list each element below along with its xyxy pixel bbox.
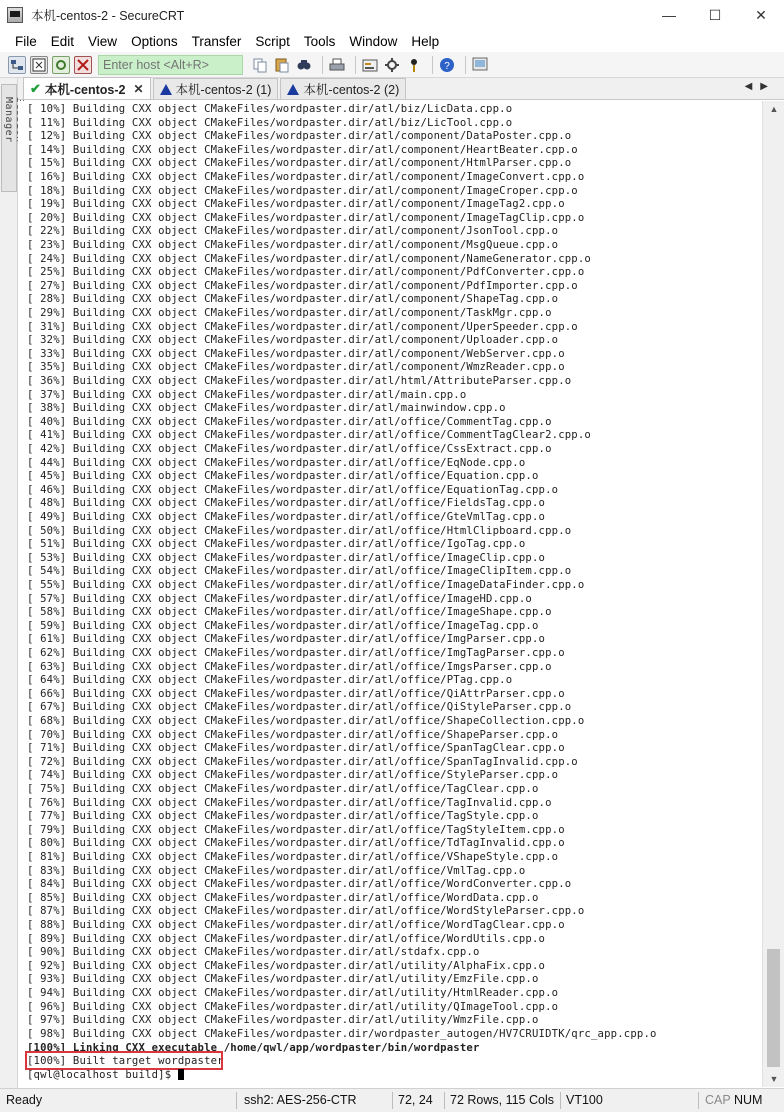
find-icon[interactable] [295, 56, 313, 74]
terminal-line: [ 58%] Building CXX object CMakeFiles/wordpaster.dir/atl/office/ImageShape.cpp.o [27, 606, 552, 619]
terminal-line: [ 85%] Building CXX object CMakeFiles/wordpaster.dir/atl/office/WordData.cpp.o [27, 891, 539, 904]
global-options-icon[interactable] [383, 56, 401, 74]
scroll-down-arrow-icon[interactable]: ▼ [769, 1074, 779, 1084]
terminal-line: [ 42%] Building CXX object CMakeFiles/wordpaster.dir/atl/office/CssExtract.cpp.o [27, 443, 552, 455]
menu-help[interactable]: Help [411, 33, 440, 49]
terminal-line: [ 80%] Building CXX object CMakeFiles/wordpaster.dir/atl/office/TdTagInvalid.cpp.o [27, 837, 565, 850]
terminal-line: [ 19%] Building CXX object CMakeFiles/wordpaster.dir/atl/component/ImageTag2.cpp.o [27, 198, 565, 211]
terminal-line: [ 67%] Building CXX object CMakeFiles/wordpaster.dir/atl/office/QiStyleParser.cpp.o [27, 701, 572, 714]
toolbar-separator [355, 56, 356, 74]
terminal-line: [ 29%] Building CXX object CMakeFiles/wordpaster.dir/atl/component/TaskMgr.cpp.o [27, 307, 552, 319]
keymap-icon[interactable] [405, 56, 423, 74]
status-num-lock: NUM [734, 1093, 763, 1107]
terminal-line: [ 75%] Building CXX object CMakeFiles/wordpaster.dir/atl/office/TagClear.cpp.o [27, 783, 539, 795]
scroll-up-arrow-icon[interactable]: ▲ [769, 104, 779, 114]
terminal-line: [ 63%] Building CXX object CMakeFiles/wordpaster.dir/atl/office/ImgsParser.cpp.o [27, 660, 552, 673]
status-cipher: ssh2: AES-256-CTR [244, 1093, 357, 1107]
tab-scroll-arrows[interactable] [745, 81, 776, 92]
terminal-line: [ 25%] Building CXX object CMakeFiles/wordpaster.dir/atl/component/PdfConverter.cpp.o [27, 266, 585, 279]
menu-bar [0, 30, 784, 52]
print-icon[interactable] [328, 56, 346, 74]
maximize-button[interactable]: ☐ [708, 6, 722, 23]
session-manager-label: Manager [3, 97, 14, 143]
toolbar-separator [322, 56, 323, 74]
terminal-line: [ 12%] Building CXX object CMakeFiles/wordpaster.dir/atl/component/DataPoster.cpp.o [27, 130, 572, 143]
terminal-line: [ 32%] Building CXX object CMakeFiles/wordpaster.dir/atl/component/Uploader.cpp.o [27, 334, 559, 347]
terminal-line: [ 53%] Building CXX object CMakeFiles/wordpaster.dir/atl/office/ImageClip.cpp.o [27, 551, 546, 564]
tab-scroll-left-icon[interactable]: ◀ [744, 81, 761, 92]
screen-icon[interactable] [471, 56, 489, 74]
menu-script[interactable]: Script [255, 33, 290, 49]
terminal-line: [ 89%] Building CXX object CMakeFiles/wordpaster.dir/atl/office/WordUtils.cpp.o [27, 932, 546, 945]
menu-edit[interactable]: Edit [50, 33, 75, 49]
terminal-line: [ 24%] Building CXX object CMakeFiles/wordpaster.dir/atl/component/NameGenerator.cpp.o [27, 252, 591, 265]
terminal-line: [ 15%] Building CXX object CMakeFiles/wordpaster.dir/atl/component/HtmlParser.cpp.o [27, 157, 572, 170]
terminal-line: [ 59%] Building CXX object CMakeFiles/wordpaster.dir/atl/office/ImageTag.cpp.o [27, 619, 539, 632]
terminal-line: [ 40%] Building CXX object CMakeFiles/wordpaster.dir/atl/office/CommentTag.cpp.o [27, 415, 552, 428]
status-emulation: VT100 [566, 1093, 603, 1107]
menu-window[interactable]: Window [349, 33, 398, 49]
status-dimensions: 72 Rows, 115 Cols [450, 1093, 554, 1107]
terminal-line: [ 16%] Building CXX object CMakeFiles/wordpaster.dir/atl/component/ImageConvert.cpp.o [27, 171, 585, 183]
terminal-line: [ 36%] Building CXX object CMakeFiles/wordpaster.dir/atl/html/AttributeParser.cpp.o [27, 375, 572, 387]
terminal-line: [ 28%] Building CXX object CMakeFiles/wordpaster.dir/atl/component/ShapeTag.cpp.o [27, 293, 559, 306]
terminal-line: [ 46%] Building CXX object CMakeFiles/wordpaster.dir/atl/office/EquationTag.cpp.o [27, 483, 559, 496]
menu-tools[interactable]: Tools [303, 33, 336, 49]
connected-check-icon: ✔ [30, 80, 41, 96]
tab-session-2[interactable] [280, 78, 406, 99]
status-divider [560, 1092, 561, 1109]
status-divider [444, 1092, 445, 1109]
terminal-line: [ 68%] Building CXX object CMakeFiles/wordpaster.dir/atl/office/ShapeCollection.cpp.o [27, 715, 585, 727]
terminal-line: [ 97%] Building CXX object CMakeFiles/wordpaster.dir/atl/utility/WmzFile.cpp.o [27, 1014, 539, 1027]
tab-scroll-right-icon[interactable]: ▶ [760, 81, 776, 92]
quick-connect-icon[interactable] [30, 56, 48, 74]
terminal-line: [ 62%] Building CXX object CMakeFiles/wordpaster.dir/atl/office/ImgTagParser.cpp.o [27, 647, 565, 659]
tab-label: 本机-centos-2 (2) [303, 83, 400, 97]
red-highlight-box [25, 1051, 223, 1070]
terminal-line: [ 76%] Building CXX object CMakeFiles/wordpaster.dir/atl/office/TagInvalid.cpp.o [27, 796, 552, 809]
disconnect-icon[interactable] [74, 56, 92, 74]
connect-icon[interactable] [8, 56, 26, 74]
shell-prompt: [qwl@localhost build]$ [27, 1069, 178, 1081]
minimize-button[interactable]: — [662, 7, 676, 23]
svg-text:?: ? [444, 60, 450, 72]
tab-label: 本机-centos-2 (1) [175, 83, 272, 97]
tab-session-active[interactable] [23, 77, 151, 99]
terminal-built-target-line: [100%] Built target wordpaster [27, 1055, 224, 1067]
paste-icon[interactable] [273, 56, 291, 74]
terminal-line: [ 23%] Building CXX object CMakeFiles/wordpaster.dir/atl/component/MsgQueue.cpp.o [27, 239, 559, 251]
terminal-line: [ 70%] Building CXX object CMakeFiles/wordpaster.dir/atl/office/ShapeParser.cpp.o [27, 728, 559, 741]
terminal-line: [ 51%] Building CXX object CMakeFiles/wordpaster.dir/atl/office/IgoTag.cpp.o [27, 538, 526, 551]
terminal-line: [ 50%] Building CXX object CMakeFiles/wordpaster.dir/atl/office/HtmlClipboard.cpp.o [27, 524, 572, 537]
session-tab-bar [18, 78, 784, 100]
title-bar [0, 0, 784, 30]
session-manager-strip [0, 78, 18, 1088]
terminal-line: [ 35%] Building CXX object CMakeFiles/wordpaster.dir/atl/component/WmzReader.cpp.o [27, 361, 565, 374]
terminal-line: [ 64%] Building CXX object CMakeFiles/wordpaster.dir/atl/office/PTag.cpp.o [27, 674, 513, 687]
terminal-line: [ 41%] Building CXX object CMakeFiles/wordpaster.dir/atl/office/CommentTagClear2.cpp.o [27, 429, 591, 442]
status-divider [236, 1092, 237, 1109]
terminal-line: [ 84%] Building CXX object CMakeFiles/wordpaster.dir/atl/office/WordConverter.cpp.o [27, 878, 572, 891]
terminal-line: [ 11%] Building CXX object CMakeFiles/wordpaster.dir/atl/biz/LicTool.cpp.o [27, 116, 513, 129]
terminal-line: [ 96%] Building CXX object CMakeFiles/wordpaster.dir/atl/utility/QImageTool.cpp.o [27, 1000, 559, 1013]
status-divider [698, 1092, 699, 1109]
copy-icon[interactable] [251, 56, 269, 74]
terminal-line: [ 37%] Building CXX object CMakeFiles/wordpaster.dir/atl/main.cpp.o [27, 388, 467, 401]
menu-options[interactable]: Options [131, 33, 178, 49]
terminal-line: [ 10%] Building CXX object CMakeFiles/wordpaster.dir/atl/biz/LicData.cpp.o [27, 103, 513, 115]
terminal-line: [ 98%] Building CXX object CMakeFiles/wordpaster.dir/wordpaster_autogen/HV7CRUIDTK/qrc_app.cpp.o [27, 1027, 657, 1040]
terminal-line: [ 72%] Building CXX object CMakeFiles/wordpaster.dir/atl/office/SpanTagInvalid.cpp.o [27, 755, 578, 768]
status-caps-lock: CAP [705, 1093, 731, 1107]
toolbar-separator [432, 56, 433, 74]
terminal-line: [ 88%] Building CXX object CMakeFiles/wordpaster.dir/atl/office/WordTagClear.cpp.o [27, 919, 565, 931]
terminal-line: [ 38%] Building CXX object CMakeFiles/wordpaster.dir/atl/mainwindow.cpp.o [27, 402, 506, 415]
terminal-line: [ 61%] Building CXX object CMakeFiles/wordpaster.dir/atl/office/ImgParser.cpp.o [27, 633, 546, 646]
terminal-line: [ 90%] Building CXX object CMakeFiles/wordpaster.dir/atl/stdafx.cpp.o [27, 946, 480, 959]
enter-host-input[interactable] [98, 55, 243, 75]
menu-transfer[interactable]: Transfer [191, 33, 242, 49]
menu-file[interactable]: File [15, 33, 37, 49]
help-icon[interactable] [438, 56, 456, 74]
terminal-line: [ 71%] Building CXX object CMakeFiles/wordpaster.dir/atl/office/SpanTagClear.cpp.o [27, 742, 565, 755]
terminal-line: [ 94%] Building CXX object CMakeFiles/wordpaster.dir/atl/utility/HtmlReader.cpp.o [27, 987, 559, 999]
terminal-output[interactable] [18, 101, 762, 1087]
terminal-line: [ 81%] Building CXX object CMakeFiles/wordpaster.dir/atl/office/VShapeStyle.cpp.o [27, 851, 559, 863]
terminal-line: [ 27%] Building CXX object CMakeFiles/wordpaster.dir/atl/component/PdfImporter.cpp.o [27, 279, 578, 292]
terminal-line: [ 22%] Building CXX object CMakeFiles/wordpaster.dir/atl/component/JsonTool.cpp.o [27, 225, 559, 238]
close-window-button[interactable]: ✕ [755, 6, 767, 23]
terminal-line: [ 66%] Building CXX object CMakeFiles/wordpaster.dir/atl/office/QiAttrParser.cpp.o [27, 687, 565, 700]
reconnect-icon[interactable] [52, 56, 70, 74]
window-controls [646, 0, 784, 30]
terminal-line: [ 18%] Building CXX object CMakeFiles/wordpaster.dir/atl/component/ImageCroper.cpp.o [27, 184, 578, 197]
window-title: 本机-centos-2 - SecureCRT [31, 9, 185, 23]
terminal-line: [ 33%] Building CXX object CMakeFiles/wordpaster.dir/atl/component/WebServer.cpp.o [27, 347, 565, 360]
warning-icon [160, 84, 172, 95]
toolbar [0, 52, 784, 78]
toolbar-separator [465, 56, 466, 74]
terminal-line: [ 14%] Building CXX object CMakeFiles/wordpaster.dir/atl/component/HeartBeater.cpp.o [27, 143, 578, 156]
terminal-cursor [178, 1069, 184, 1080]
terminal-line: [ 83%] Building CXX object CMakeFiles/wordpaster.dir/atl/office/VmlTag.cpp.o [27, 864, 526, 877]
securecrt-app-icon [7, 7, 23, 23]
close-tab-icon[interactable]: ✕ [133, 81, 144, 96]
tab-label: 本机-centos-2 [44, 82, 126, 97]
session-manager-tab[interactable] [1, 84, 17, 192]
warning-icon [287, 84, 299, 95]
terminal-line: [ 49%] Building CXX object CMakeFiles/wordpaster.dir/atl/office/GteVmlTag.cpp.o [27, 511, 546, 523]
terminal-scrollbar[interactable] [762, 101, 784, 1087]
terminal-line: [ 54%] Building CXX object CMakeFiles/wordpaster.dir/atl/office/ImageClipItem.cpp.o [27, 565, 572, 578]
scrollbar-thumb[interactable] [767, 949, 780, 1067]
terminal-line: [ 20%] Building CXX object CMakeFiles/wordpaster.dir/atl/component/ImageTagClip.cpp.o [27, 211, 585, 224]
terminal-line: [ 57%] Building CXX object CMakeFiles/wordpaster.dir/atl/office/ImageHD.cpp.o [27, 592, 532, 605]
terminal-line: [ 45%] Building CXX object CMakeFiles/wordpaster.dir/atl/office/Equation.cpp.o [27, 470, 539, 483]
terminal-line: [ 44%] Building CXX object CMakeFiles/wordpaster.dir/atl/office/EqNode.cpp.o [27, 456, 526, 469]
tab-session-1[interactable] [153, 78, 279, 99]
menu-view[interactable]: View [88, 33, 118, 49]
terminal-line: [ 31%] Building CXX object CMakeFiles/wordpaster.dir/atl/component/UperSpeeder.cpp.o [27, 320, 578, 333]
terminal-line: [ 87%] Building CXX object CMakeFiles/wordpaster.dir/atl/office/WordStyleParser.cpp.o [27, 905, 585, 918]
status-divider [392, 1092, 393, 1109]
terminal-line: [ 48%] Building CXX object CMakeFiles/wordpaster.dir/atl/office/FieldsTag.cpp.o [27, 497, 546, 510]
terminal-linking-line: [100%] Linking CXX executable /home/qwl/app/wordpaster/bin/wordpaster [27, 1042, 480, 1054]
status-ready: Ready [6, 1093, 43, 1107]
status-cursor-position: 72, 24 [398, 1093, 433, 1107]
terminal-line: [ 92%] Building CXX object CMakeFiles/wordpaster.dir/atl/utility/AlphaFix.cpp.o [27, 959, 546, 972]
session-options-icon[interactable] [361, 56, 379, 74]
status-bar [0, 1088, 784, 1112]
terminal-line: [ 93%] Building CXX object CMakeFiles/wordpaster.dir/atl/utility/EmzFile.cpp.o [27, 973, 539, 986]
terminal-line: [ 55%] Building CXX object CMakeFiles/wordpaster.dir/atl/office/ImageDataFinder.cpp.o [27, 579, 585, 591]
terminal-prompt-line[interactable] [27, 1069, 184, 1083]
terminal-line: [ 77%] Building CXX object CMakeFiles/wordpaster.dir/atl/office/TagStyle.cpp.o [27, 810, 539, 823]
terminal-line: [ 79%] Building CXX object CMakeFiles/wordpaster.dir/atl/office/TagStyleItem.cpp.o [27, 823, 565, 836]
terminal-line: [ 74%] Building CXX object CMakeFiles/wordpaster.dir/atl/office/StyleParser.cpp.o [27, 769, 559, 782]
